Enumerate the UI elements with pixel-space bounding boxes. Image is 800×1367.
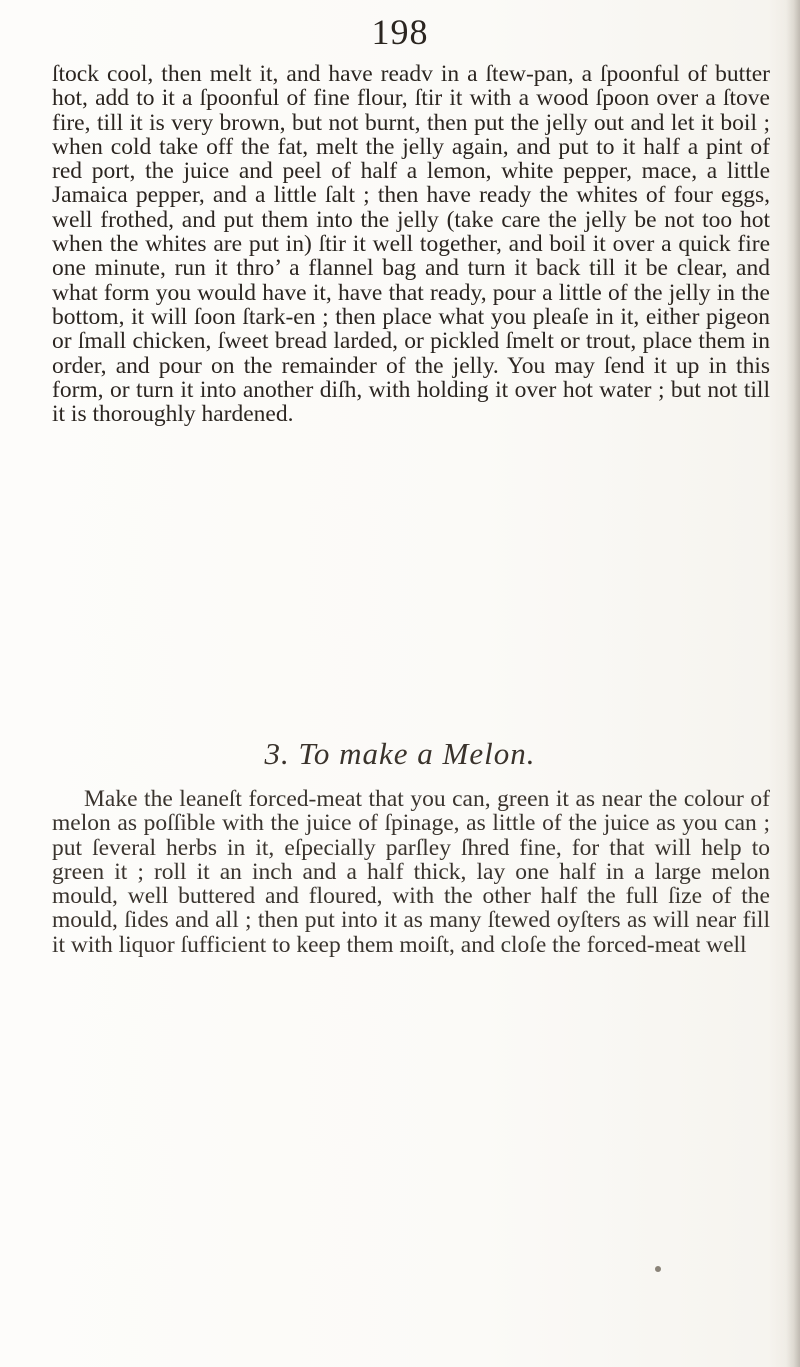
paragraph-jelly-recipe-continued: ſtock cool, then melt it, and have readv in a ſtew-pan, a ſpoonful of butter hot, add to it a ſpoonful of fine flour, ſtir it with a wood ſpoon over a ſtove fire, till it is very brown, but not burnt, then put the jelly out and let it boil ; when cold take off the fat, melt the jelly again, and put to it half a pint of red port, the juice and peel of half a lemon, white pepper, mace, a little Jamaica pepper, and a little ſalt ; then have ready the whites of four eggs, well frothed, and put them into the jelly (take care the jelly be not too hot when the whites are put in) ſtir it well together, and boil it over a quick fire one minute, run it thro’ a flannel bag and turn it back till it be clear, and what form you would have it, have that ready, pour a little of the jelly in the bottom, it will ſoon ſtark-en ; then place what you pleaſe in it, either pigeon or ſmall chicken, ſweet bread larded, or pickled ſmelt or trout, place them in order, and pour on the remainder of the jelly. You may ſend it up in this form, or turn it into another diſh, with holding it over hot water ; but not till it is thoroughly hardened.	[52, 61, 770, 428]
page-number: 198	[371, 12, 429, 52]
ink-speck	[655, 1266, 661, 1272]
section-heading: 3. To make a Melon.	[264, 736, 536, 771]
paragraph-melon-recipe	[52, 787, 770, 957]
paragraph-melon-text: Make the leaneſt forced-meat that you can, green it as near the colour of melon as poſſible with the juice of ſpinage, as little of the juice as you can ; put ſeveral herbs in it, eſpecially parſley ſhred fine, for that will help to green it ; roll it an inch and a half thick, lay one half in a large melon mould, well buttered and floured, with the other half the full ſize of the mould, ſides and all ; then put into it as many ſtewed oyſters as will near fill it with liquor ſufficient to keep them moiſt, and cloſe the forced-meat well	[52, 786, 770, 958]
page-gutter-shadow	[786, 0, 800, 1367]
